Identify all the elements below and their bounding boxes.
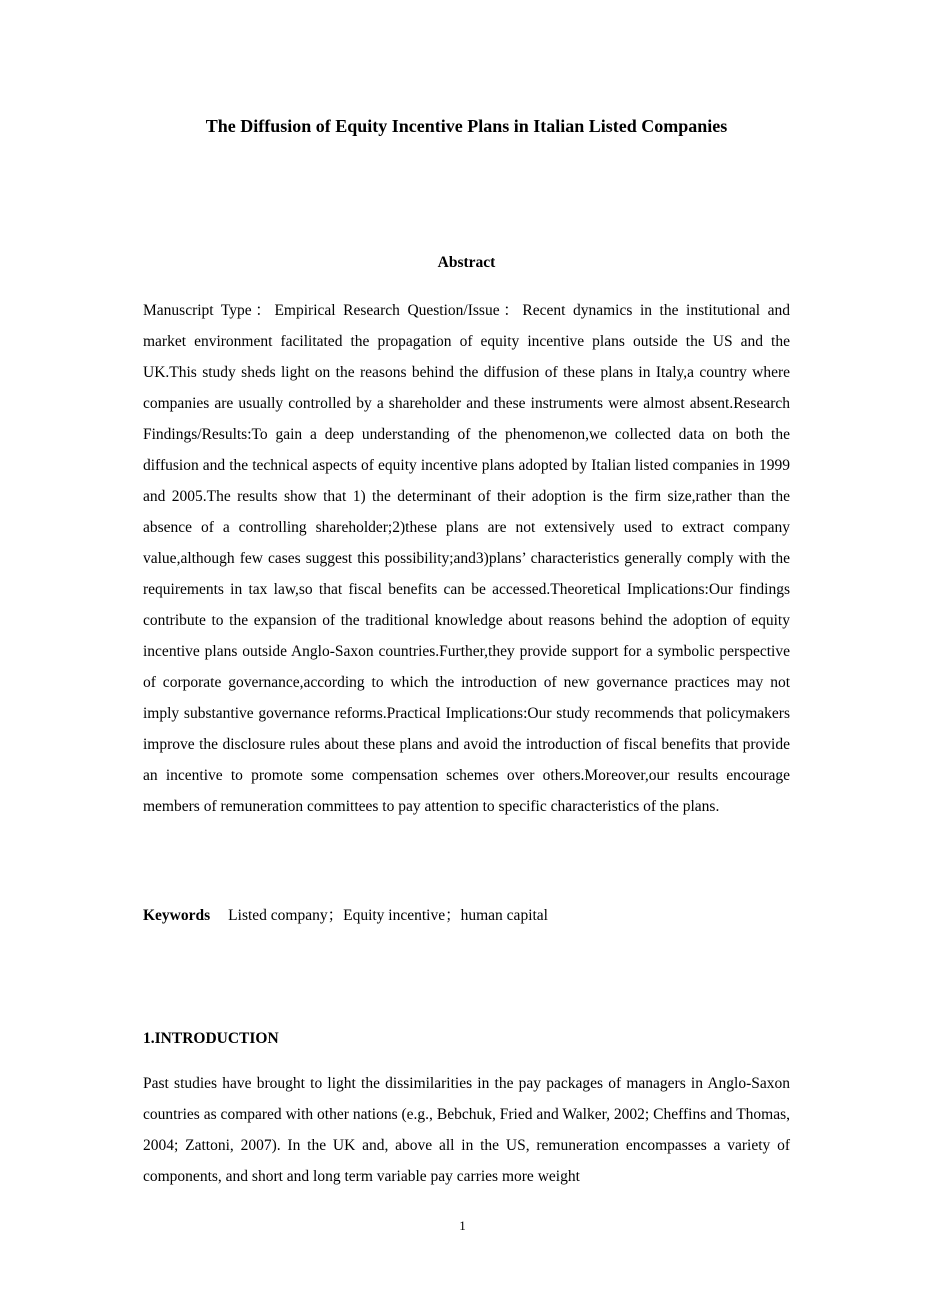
abstract-text: Manuscript Type：Empirical Research Question/Issue：Recent dynamics in the institutional and market environment facilitated the propagation of equity incentive plans outside the US and the UK.This study sheds light on the reasons behind the diffusion of these plans in Italy,a country where companies are usually controlled by a shareholder and these instruments were almost absent.Research Findings/Results:To gain a deep understanding of the phenomenon,we collected data on both the diffusion and the technical aspects of equity incentive plans adopted by Italian listed companies in 1999 and 2005.The results show that 1) the determinant of their adoption is the firm size,rather than the absence of a controlling shareholder;2)these plans are not extensively used to extract company value,although few cases suggest this possibility;and3)plans’ characteristics generally comply with the requirements in tax law,so that fiscal benefits can be accessed.Theoretical Implications:Our findings contribute to the expansion of the traditional knowledge about reasons behind the adoption of equity incentive plans outside Anglo-Saxon countries.Further,they provide support for a symbolic perspective of corporate governance,according to which the introduction of new governance practices may not imply substantive governance reforms.Practical Implications:Our study recommends that policymakers improve the disclosure rules about these plans and avoid the introduction of fiscal benefits that provide an incentive to promote some compensation schemes over others.Moreover,our results encourage members of remuneration committees to pay attention to specific characteristics of the plans. [143, 302, 790, 815]
keywords-label: Keywords [143, 907, 211, 924]
keywords-line [143, 900, 790, 931]
introduction-text: Past studies have brought to light the dissimilarities in the pay packages of managers in Anglo-Saxon countries as compared with other nations (e.g., Bebchuk, Fried and Walker, 2002; Cheffins and Thomas, 2004; Zattoni, 2007). In the UK and, above all in the US, remuneration encompasses a variety of components, and short and long term variable pay carries more weight [143, 1075, 790, 1185]
paper-title: The Diffusion of Equity Incentive Plans in Italian Listed Companies [205, 116, 728, 136]
keywords-text: Listed company；Equity incentive；human capital [228, 907, 548, 924]
abstract-heading: Abstract [437, 254, 496, 271]
section-heading-introduction: 1.INTRODUCTION [143, 1030, 279, 1047]
page-number: 1 [459, 1218, 466, 1233]
